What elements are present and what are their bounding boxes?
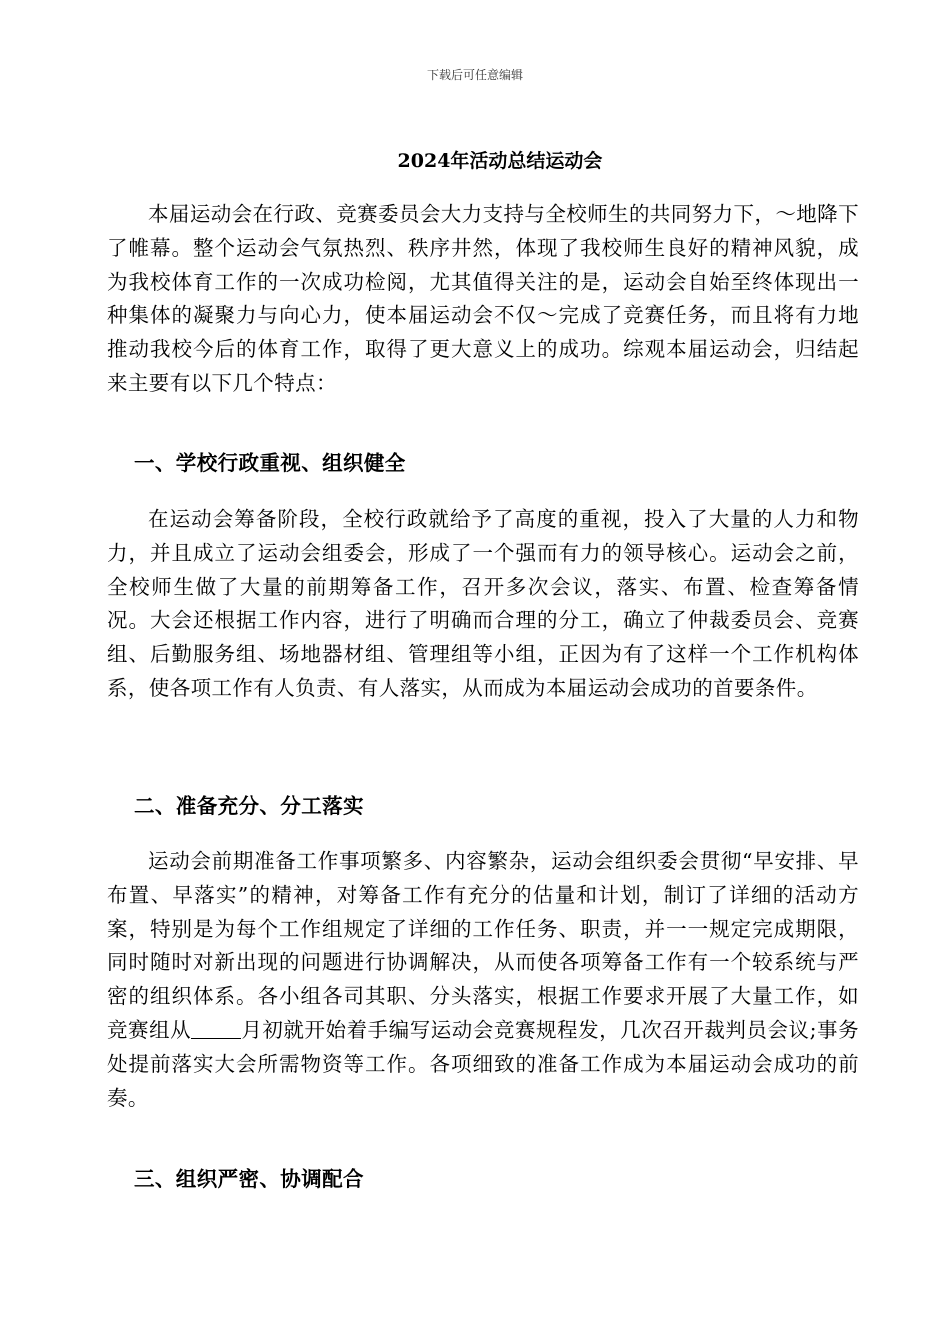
fill-in-blank [191, 1017, 241, 1039]
section-2-paragraph [107, 845, 859, 1115]
section-1-paragraph: 在运动会筹备阶段，全校行政就给予了高度的重视，投入了大量的人力和物力，并且成立了运动会组委会，形成了一个强而有力的领导核心。运动会之前，全校师生做了大量的前期筹备工作，召开多次会议，落实、布置、检查筹备情况。大会还根据工作内容，进行了明确而合理的分工，确立了仲裁委员会、竞赛组、后勤服务组、场地器材组、管理组等小组，正因为有了这样一个工作机构体系，使各项工作有人负责、有人落实，从而成为本届运动会成功的首要条件。 [107, 507, 859, 700]
intro-paragraph: 本届运动会在行政、竞赛委员会大力支持与全校师生的共同努力下，～地降下了帷幕。整个运动会气氛热烈、秩序井然，体现了我校师生良好的精神风貌，成为我校体育工作的一次成功检阅，尤其值得关注的是，运动会自始至终体现出一种集体的凝聚力与向心力，使本届运动会不仅～完成了竞赛任务，而且将有力地推动我校今后的体育工作，取得了更大意义上的成功。综观本届运动会，归结起来主要有以下几个特点： [107, 202, 859, 395]
section-2-heading: 二、准备充分、分工落实 [134, 794, 364, 818]
section-2-text-part-2: 月初就开始着手编写运动会竞赛规程发，几次召开裁判员会议;事务处提前落实大会所需物资等工作。各项细致的准备工作成为本届运动会成功的前奏。 [107, 1017, 859, 1110]
section-2-text-part-1: 运动会前期准备工作事项繁多、内容繁杂，运动会组织委会贯彻“早安排、早布置、早落实”的精神，对筹备工作有充分的估量和计划，制订了详细的活动方案，特别是为每个工作组规定了详细的工作任务、职责，并一一规定完成期限，同时随时对新出现的问题进行协调解决，从而使各项筹备工作有一个较系统与严密的组织体系。各小组各司其职、分头落实，根据工作要求开展了大量工作，如竞赛组从 [107, 849, 859, 1042]
section-1-heading: 一、学校行政重视、组织健全 [134, 451, 406, 475]
header-note: 下载后可任意编辑 [426, 68, 523, 82]
section-3-heading: 三、组织严密、协调配合 [134, 1167, 364, 1191]
document-title: 2024年活动总结运动会 [397, 150, 603, 172]
